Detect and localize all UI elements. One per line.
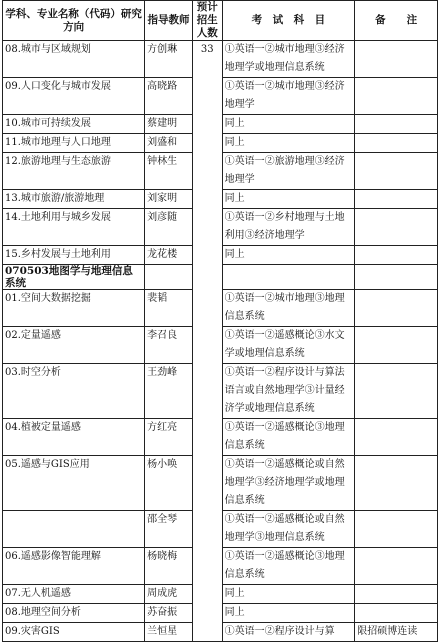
advisor-name: 裴韬 [145,290,193,327]
advisor-name: 方创琳 [145,41,193,78]
header-advisor: 指导教师 [145,1,193,41]
exam-subjects: ①英语一②乡村地理与土地利用③经济地理学 [222,209,355,246]
research-direction: 15.乡村发展与土地利用 [3,246,145,265]
advisor-name: 杨晓梅 [145,548,193,585]
remark [355,153,438,190]
header-row [3,1,438,41]
enrollment-count: 33 [192,41,222,642]
exam-subjects: 同上 [222,115,355,134]
subject-name: 070503地图学与地理信息系统 [3,265,145,290]
remark [355,190,438,209]
advisor-name: 刘彦随 [145,209,193,246]
advisor-name: 刘家明 [145,190,193,209]
header-enrollment: 预计招生人数 [192,1,222,41]
remark [355,585,438,604]
exam-subjects: ①英语一②遥感概论或自然地理学③经济地理学或地理信息系统 [222,456,355,511]
advisor-name: 高晓路 [145,78,193,115]
advisor-name: 刘盛和 [145,134,193,153]
header-subject-direction: 学科、专业名称（代码）研究方向 [3,1,145,41]
research-direction: 03.时空分析 [3,364,145,419]
research-direction: 08.地理空间分析 [3,604,145,623]
research-direction: 12.旅游地理与生态旅游 [3,153,145,190]
remark [355,456,438,511]
exam-subjects: 同上 [222,190,355,209]
research-direction: 02.定量遥感 [3,327,145,364]
table-row [3,41,438,78]
exam-subjects: ①英语一②遥感概论或自然地理学③地理信息系统 [222,511,355,548]
exam-subjects: ①英语一②旅游地理③经济地理学 [222,153,355,190]
research-direction: 01.空间大数据挖掘 [3,290,145,327]
advisor-name [145,265,193,290]
exam-subjects [222,265,355,290]
research-direction: 08.城市与区域规划 [3,41,145,78]
advisor-name: 钟林生 [145,153,193,190]
remark [355,265,438,290]
program-table [2,0,438,642]
research-direction: 05.遥感与GIS应用 [3,456,145,511]
remark [355,511,438,548]
advisor-name: 邵全琴 [145,511,193,548]
advisor-name: 蔡建明 [145,115,193,134]
exam-subjects: ①英语一②城市地理③经济地理学或地理信息系统 [222,41,355,78]
exam-subjects: 同上 [222,604,355,623]
remark [355,246,438,265]
exam-subjects: 同上 [222,585,355,604]
research-direction: 10.城市可持续发展 [3,115,145,134]
advisor-name: 苏奋振 [145,604,193,623]
advisor-name: 杨小唤 [145,456,193,511]
remark [355,290,438,327]
research-direction: 11.城市地理与人口地理 [3,134,145,153]
header-remarks: 备 注 [355,1,438,41]
remark [355,327,438,364]
research-direction: 07.无人机遥感 [3,585,145,604]
advisor-name: 方红亮 [145,419,193,456]
research-direction: 14.土地利用与城乡发展 [3,209,145,246]
remark [355,604,438,623]
remark [355,364,438,419]
research-direction: 13.城市旅游/旅游地理 [3,190,145,209]
exam-subjects: ①英语一②程序设计与算法语言或自然地理学③计量经济学或地理信息系统 [222,364,355,419]
advisor-name: 兰恒星 [145,623,193,642]
remark [355,209,438,246]
research-direction: 09.人口变化与城市发展 [3,78,145,115]
research-direction: 06.遥感影像智能理解 [3,548,145,585]
remark: 限招硕博连读 [355,623,438,642]
remark [355,78,438,115]
research-direction: 04.植被定量遥感 [3,419,145,456]
exam-subjects: 同上 [222,134,355,153]
exam-subjects: ①英语一②遥感概论③水文学或地理信息系统 [222,327,355,364]
research-direction: 09.灾害GIS [3,623,145,642]
remark [355,41,438,78]
exam-subjects: ①英语一②遥感概论③地理信息系统 [222,419,355,456]
advisor-name: 龙花楼 [145,246,193,265]
research-direction [3,511,145,548]
remark [355,115,438,134]
advisor-name: 李召良 [145,327,193,364]
advisor-name: 王劲峰 [145,364,193,419]
exam-subjects: 同上 [222,246,355,265]
exam-subjects: ①英语一②遥感概论③地理信息系统 [222,548,355,585]
exam-subjects: ①英语一②城市地理③地理信息系统 [222,290,355,327]
exam-subjects: ①英语一②城市地理③经济地理学 [222,78,355,115]
remark [355,419,438,456]
exam-subjects: ①英语一②程序设计与算 [222,623,355,642]
header-exam-subjects: 考 试 科 目 [222,1,355,41]
remark [355,548,438,585]
advisor-name: 周成虎 [145,585,193,604]
remark [355,134,438,153]
